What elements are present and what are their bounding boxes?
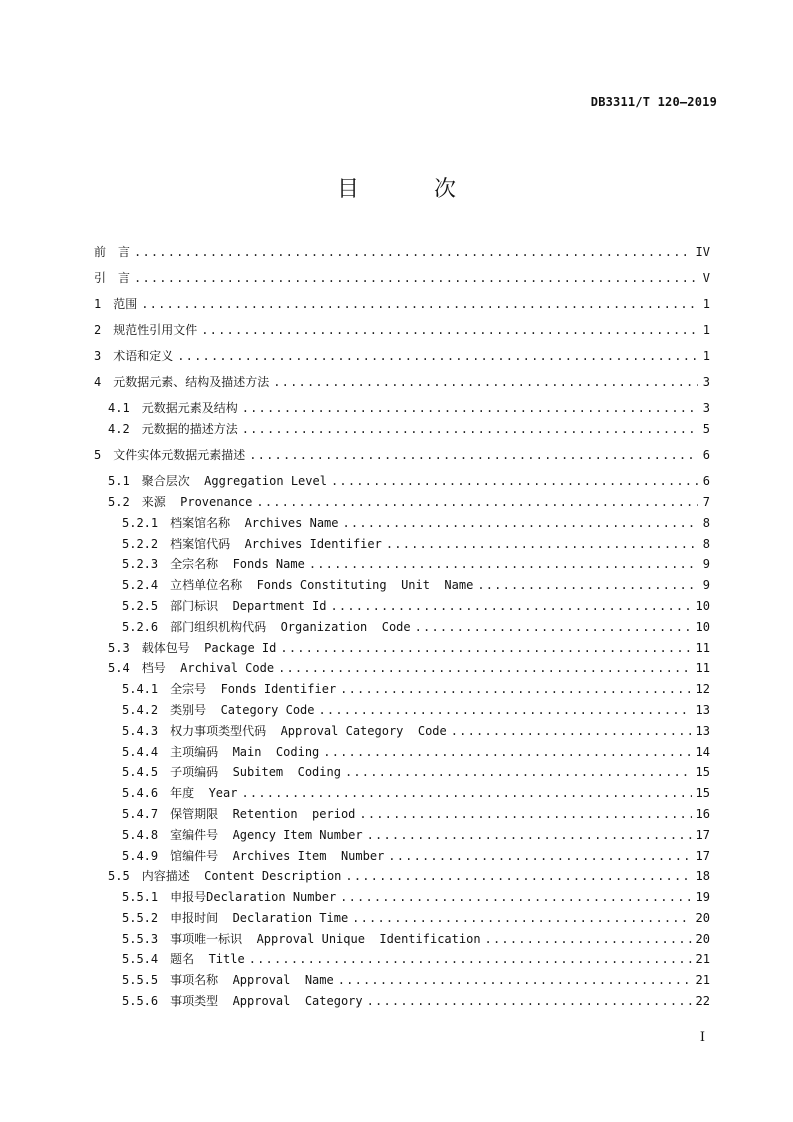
toc-entry-page: 8	[702, 537, 710, 551]
toc-entry-text: 聚合层次 Aggregation Level	[141, 474, 327, 488]
toc-entry-label	[94, 619, 411, 635]
toc-entry-page: V	[702, 271, 710, 285]
toc-entry-label	[94, 494, 252, 510]
toc-entry-label	[94, 598, 327, 614]
toc-entry-number: 5.2.4	[122, 578, 159, 592]
toc-entry-page: 13	[695, 724, 710, 738]
toc-entry-page: 10	[695, 599, 710, 613]
toc-entry-number: 5.5.6	[122, 994, 159, 1008]
toc-entry-page: 6	[702, 448, 710, 462]
toc-entry-label	[94, 660, 274, 676]
toc-entry[interactable]	[94, 740, 710, 760]
toc-entry[interactable]	[94, 864, 710, 884]
toc-leader-dots	[249, 447, 698, 463]
toc-entry-label	[94, 889, 336, 905]
toc-entry-page: 9	[702, 578, 710, 592]
toc-entry-page: 21	[695, 973, 710, 987]
toc-entry-label	[94, 868, 341, 884]
toc-entry-text: 术语和定义	[113, 349, 174, 363]
toc-entry[interactable]	[94, 677, 710, 697]
toc-entry-text: 文件实体元数据元素描述	[113, 448, 246, 462]
toc-entry-text: 来源 Provenance	[141, 495, 253, 509]
toc-entry-page: 18	[695, 869, 710, 883]
toc-leader-dots	[141, 296, 698, 312]
toc-entry-page: 12	[695, 682, 710, 696]
toc-leader-dots	[177, 348, 698, 364]
toc-entry[interactable]	[94, 760, 710, 780]
toc-entry-page: 3	[702, 375, 710, 389]
toc-entry-label	[94, 744, 319, 760]
toc-entry[interactable]	[94, 469, 710, 489]
toc-leader-dots	[451, 723, 692, 739]
toc-leader-dots	[309, 556, 698, 572]
toc-entry-label	[94, 764, 341, 780]
toc-entry-page: 5	[702, 422, 710, 436]
toc-entry-number: 5.4.8	[122, 828, 159, 842]
toc-entry[interactable]	[94, 318, 710, 338]
toc-entry[interactable]	[94, 615, 710, 635]
toc-entry-number: 3	[94, 349, 102, 363]
toc-leader-dots	[273, 374, 698, 390]
toc-leader-dots	[386, 536, 698, 552]
toc-entry-number: 5.4.4	[122, 745, 159, 759]
toc-entry[interactable]	[94, 573, 710, 593]
toc-entry[interactable]	[94, 781, 710, 801]
toc-entry-text: 引 言	[94, 271, 131, 285]
toc-leader-dots	[280, 640, 691, 656]
toc-entry-text: 立档单位名称 Fonds Constituting Unit Name	[170, 578, 474, 592]
toc-entry-page: 8	[702, 516, 710, 530]
toc-entry-page: 20	[695, 911, 710, 925]
toc-leader-dots	[201, 322, 698, 338]
document-code: DB3311/T 120—2019	[590, 95, 717, 109]
toc-entry-label	[94, 702, 315, 718]
toc-leader-dots	[343, 515, 699, 531]
toc-entry-number: 5.4.2	[122, 703, 159, 717]
toc-entry-label	[94, 515, 339, 531]
toc-entry-label	[94, 806, 355, 822]
toc-entry[interactable]	[94, 802, 710, 822]
toc-entry-page: 1	[702, 349, 710, 363]
toc-title: 目 次	[337, 177, 490, 202]
toc-entry-number: 5.5.2	[122, 911, 159, 925]
toc-entry[interactable]	[94, 396, 710, 416]
toc-entry[interactable]	[94, 885, 710, 905]
toc-leader-dots	[323, 744, 691, 760]
toc-entry-number: 5	[94, 448, 102, 462]
toc-entry-page: 17	[695, 849, 710, 863]
toc-entry-number: 5.2.5	[122, 599, 159, 613]
toc-entry-text: 子项编码 Subitem Coding	[170, 765, 341, 779]
toc-entry-page: 3	[702, 401, 710, 415]
toc-entry-page: 1	[702, 297, 710, 311]
toc-entry[interactable]	[94, 443, 710, 463]
toc-entry[interactable]	[94, 266, 710, 286]
toc-entry-label	[94, 785, 237, 801]
toc-entry-number: 5.5.5	[122, 973, 159, 987]
toc-leader-dots	[367, 827, 692, 843]
toc-leader-dots	[340, 681, 691, 697]
toc-entry[interactable]	[94, 823, 710, 843]
toc-entry-number: 5.5.4	[122, 952, 159, 966]
toc-entry-text: 事项唯一标识 Approval Unique Identification	[170, 932, 481, 946]
toc-entry-label	[94, 374, 269, 390]
toc-leader-dots	[249, 951, 692, 967]
toc-entry-page: 10	[695, 620, 710, 634]
toc-entry-page: IV	[695, 245, 710, 259]
toc-entry-page: 22	[695, 994, 710, 1008]
toc-leader-dots	[359, 806, 691, 822]
toc-entry[interactable]	[94, 844, 710, 864]
toc-leader-dots	[388, 848, 691, 864]
toc-entry-label	[94, 723, 447, 739]
toc-leader-dots	[352, 910, 691, 926]
toc-entry[interactable]	[94, 636, 710, 656]
toc-entry-label	[94, 421, 238, 437]
toc-entry-number: 5.5.3	[122, 932, 159, 946]
toc-entry-label	[94, 827, 363, 843]
toc-entry-text: 全宗号 Fonds Identifier	[170, 682, 337, 696]
toc-entry-number: 5.2	[108, 495, 130, 509]
toc-entry-text: 档案馆代码 Archives Identifier	[170, 537, 382, 551]
toc-entry-number: 5.3	[108, 641, 130, 655]
toc-entry-text: 元数据元素及结构	[141, 401, 238, 415]
toc-entry-page: 11	[695, 661, 710, 675]
toc-entry-label	[94, 473, 327, 489]
toc-entry-text: 部门组织机构代码 Organization Code	[170, 620, 411, 634]
toc-entry-text: 类别号 Category Code	[170, 703, 315, 717]
toc-entry-number: 5.4.5	[122, 765, 159, 779]
toc-entry[interactable]	[94, 968, 710, 988]
toc-entry-text: 元数据元素、结构及描述方法	[113, 375, 270, 389]
toc-leader-dots	[134, 244, 692, 260]
toc-entry-number: 4.1	[108, 401, 130, 415]
toc-entry-page: 13	[695, 703, 710, 717]
toc-entry-label	[94, 577, 473, 593]
toc-entry-text: 载体包号 Package Id	[141, 641, 277, 655]
toc-leader-dots	[242, 421, 698, 437]
toc-entry-label	[94, 848, 384, 864]
toc-leader-dots	[256, 494, 698, 510]
toc-entry-page: 17	[695, 828, 710, 842]
toc-entry-number: 5.5.1	[122, 890, 159, 904]
toc-entry-text: 申报号Declaration Number	[170, 890, 337, 904]
toc-entry[interactable]	[94, 656, 710, 676]
toc-entry-text: 元数据的描述方法	[141, 422, 238, 436]
toc-leader-dots	[367, 993, 692, 1009]
toc-entry-label	[94, 322, 197, 338]
toc-entry-label	[94, 951, 245, 967]
toc-entry-label	[94, 244, 130, 260]
toc-entry-label	[94, 993, 363, 1009]
toc-entry-page: 15	[695, 765, 710, 779]
toc-entry-text: 保管期限 Retention period	[170, 807, 356, 821]
toc-entry-label	[94, 348, 173, 364]
toc-entry[interactable]	[94, 532, 710, 552]
toc-entry-number: 5.4.9	[122, 849, 159, 863]
toc-entry-page: 6	[702, 474, 710, 488]
toc-leader-dots	[415, 619, 692, 635]
toc-entry[interactable]	[94, 370, 710, 390]
toc-entry-number: 1	[94, 297, 102, 311]
toc-leader-dots	[242, 400, 698, 416]
toc-entry-label	[94, 536, 382, 552]
toc-entry-number: 5.4.6	[122, 786, 159, 800]
toc-entry[interactable]	[94, 552, 710, 572]
toc-entry-number: 5.4.7	[122, 807, 159, 821]
toc-entry-text: 全宗名称 Fonds Name	[170, 557, 305, 571]
toc-entry[interactable]	[94, 292, 710, 312]
toc-entry-number: 5.4.1	[122, 682, 159, 696]
toc-entry[interactable]	[94, 344, 710, 364]
toc-entry[interactable]	[94, 490, 710, 510]
toc-entry-number: 5.4.3	[122, 724, 159, 738]
toc-entry[interactable]	[94, 594, 710, 614]
toc-entry-text: 室编件号 Agency Item Number	[170, 828, 363, 842]
toc-entry-page: 1	[702, 323, 710, 337]
toc-leader-dots	[331, 473, 698, 489]
toc-entry-page: 21	[695, 952, 710, 966]
toc-leader-dots	[331, 598, 692, 614]
toc-entry-text: 档案馆名称 Archives Name	[170, 516, 339, 530]
toc-entry[interactable]	[94, 989, 710, 1009]
toc-entry-label	[94, 910, 348, 926]
toc-entry-page: 11	[695, 641, 710, 655]
toc-entry[interactable]	[94, 698, 710, 718]
toc-entry[interactable]	[94, 417, 710, 437]
toc-entry-number: 5.2.3	[122, 557, 159, 571]
toc-entry-text: 题名 Title	[170, 952, 245, 966]
toc-entry-text: 部门标识 Department Id	[170, 599, 327, 613]
toc-entry-page: 19	[695, 890, 710, 904]
toc-entry-text: 前 言	[94, 245, 131, 259]
toc-entry-label	[94, 640, 276, 656]
toc-entry[interactable]	[94, 927, 710, 947]
toc-entry-label	[94, 296, 137, 312]
toc-entry-page: 14	[695, 745, 710, 759]
toc-leader-dots	[134, 270, 698, 286]
toc-entry[interactable]	[94, 906, 710, 926]
toc-leader-dots	[477, 577, 698, 593]
toc-leader-dots	[319, 702, 692, 718]
toc-entry-number: 4.2	[108, 422, 130, 436]
toc-leader-dots	[485, 931, 692, 947]
toc-leader-dots	[345, 764, 692, 780]
toc-entry-number: 5.5	[108, 869, 130, 883]
toc-entry-text: 事项类型 Approval Category	[170, 994, 363, 1008]
toc-leader-dots	[278, 660, 691, 676]
toc-entry-text: 馆编件号 Archives Item Number	[170, 849, 385, 863]
toc-entry-label	[94, 447, 245, 463]
toc-entry-number: 4	[94, 375, 102, 389]
toc-entry-label	[94, 270, 130, 286]
page-number: I	[699, 1030, 705, 1045]
toc-entry-page: 16	[695, 807, 710, 821]
toc-entry-text: 年度 Year	[170, 786, 238, 800]
toc-entry-page: 20	[695, 932, 710, 946]
toc-entry-number: 2	[94, 323, 102, 337]
toc-entry-label	[94, 681, 336, 697]
toc-entry-page: 15	[695, 786, 710, 800]
toc-entry-number: 5.2.2	[122, 537, 159, 551]
toc-entry-text: 事项名称 Approval Name	[170, 973, 334, 987]
toc-entry-page: 7	[702, 495, 710, 509]
toc-entry-number: 5.1	[108, 474, 130, 488]
toc-entry-text: 范围	[113, 297, 138, 311]
toc-entry-number: 5.2.1	[122, 516, 159, 530]
toc-entry[interactable]	[94, 240, 710, 260]
toc-leader-dots	[340, 889, 691, 905]
toc-leader-dots	[241, 785, 691, 801]
toc-entry-label	[94, 400, 238, 416]
toc-leader-dots	[345, 868, 691, 884]
toc-entry[interactable]	[94, 947, 710, 967]
toc-entry-text: 主项编码 Main Coding	[170, 745, 320, 759]
toc-entry-text: 规范性引用文件	[113, 323, 198, 337]
toc-entry[interactable]	[94, 719, 710, 739]
toc-entry[interactable]	[94, 511, 710, 531]
toc-entry-number: 5.2.6	[122, 620, 159, 634]
toc-entry-text: 内容描述 Content Description	[141, 869, 342, 883]
toc-entry-text: 申报时间 Declaration Time	[170, 911, 349, 925]
toc-entry-text: 权力事项类型代码 Approval Category Code	[170, 724, 447, 738]
toc-entry-text: 档号 Archival Code	[141, 661, 275, 675]
toc-entry-number: 5.4	[108, 661, 130, 675]
toc-entry-label	[94, 556, 305, 572]
toc-entry-label	[94, 972, 334, 988]
toc-entry-label	[94, 931, 481, 947]
toc-entry-page: 9	[702, 557, 710, 571]
toc-leader-dots	[338, 972, 692, 988]
